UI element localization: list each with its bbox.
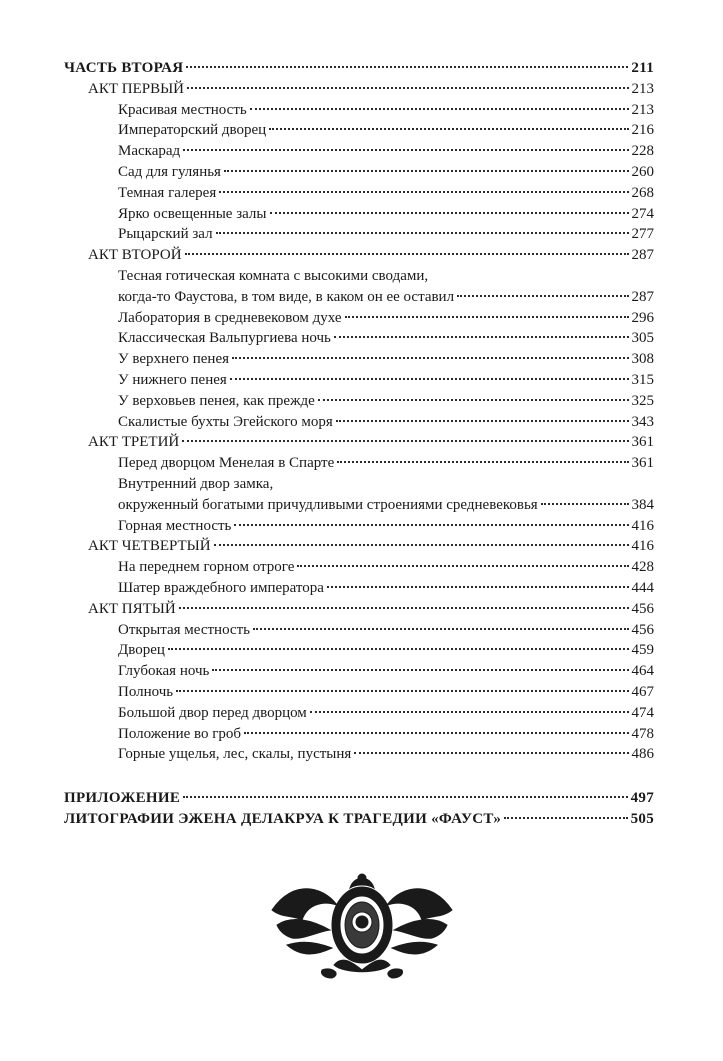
toc-entry (64, 266, 654, 287)
toc-entry-page: 260 (631, 163, 654, 180)
toc-entry-page: 315 (631, 371, 654, 388)
toc-entry-page: 277 (631, 226, 654, 243)
toc-entry-page: 211 (631, 60, 654, 76)
toc-entry-page: 486 (631, 746, 654, 763)
dot-leader (504, 817, 627, 819)
toc-entry-title: Глубокая ночь (118, 663, 210, 680)
toc-entry (64, 370, 654, 391)
toc-entry-title: Открытая местность (118, 621, 250, 638)
toc-entry (64, 391, 654, 412)
toc-entry-page: 213 (631, 101, 654, 118)
toc-entry (64, 224, 654, 245)
toc-entry-page: 287 (631, 247, 654, 264)
toc-entry-page: 274 (631, 205, 654, 222)
dot-leader (253, 628, 629, 630)
toc-entry-page: 497 (630, 790, 654, 807)
toc-entry-page: 308 (631, 351, 654, 368)
dot-leader (187, 87, 628, 89)
toc-entry-page: 456 (631, 621, 654, 638)
toc-entry (64, 599, 654, 620)
dot-leader (310, 711, 629, 713)
toc-entry (64, 453, 654, 474)
toc-entry (64, 204, 654, 225)
dot-leader (216, 232, 629, 234)
toc-entry-title: Положение во гроб (118, 725, 242, 742)
toc-entry-title: Тесная готическая комната с высокими сводами, (118, 267, 429, 284)
table-of-contents (64, 58, 654, 830)
dot-leader (354, 752, 628, 754)
dot-leader (230, 378, 629, 380)
dot-leader (270, 212, 629, 214)
toc-entry (64, 620, 654, 641)
toc-entry (64, 557, 654, 578)
toc-entry-title: Ярко освещенные залы (118, 205, 267, 222)
toc-entry (64, 809, 654, 830)
toc-entry (64, 162, 654, 183)
dot-leader (327, 586, 629, 588)
toc-entry-page: 474 (631, 704, 654, 721)
toc-entry-title: Классическая Вальпургиева ночь (118, 330, 331, 347)
toc-entry-page: 505 (630, 810, 654, 827)
dot-leader (334, 336, 629, 338)
toc-entry-title: Скалистые бухты Эгейского моря (118, 413, 333, 430)
toc-entry (64, 183, 654, 204)
dot-leader (234, 524, 628, 526)
dot-leader (297, 565, 628, 567)
dot-leader (318, 399, 629, 401)
toc-entry (64, 578, 654, 599)
toc-entry-page: 343 (631, 413, 654, 430)
toc-entry-title: Перед дворцом Менелая в Спарте (118, 455, 335, 472)
toc-entry-title: Горные ущелья, лес, скалы, пустыня (118, 746, 352, 763)
dot-leader (219, 191, 628, 193)
toc-entry-title: На переднем горном отроге (118, 559, 295, 576)
toc-entry (64, 245, 654, 266)
toc-entry-page: 361 (631, 434, 654, 451)
toc-entry-title: Рыцарский зал (118, 226, 213, 243)
toc-entry-page: 416 (631, 538, 654, 555)
toc-entry (64, 120, 654, 141)
toc-entry-page: 464 (631, 663, 654, 680)
toc-entry (64, 536, 654, 557)
toc-entry-title: Дворец (118, 642, 165, 659)
toc-entry-title: Императорский дворец (118, 122, 267, 139)
toc-entry-title: Сад для гулянья (118, 163, 221, 180)
dot-leader (183, 149, 628, 151)
toc-entry-title: Маскарад (118, 143, 181, 160)
toc-entry-title: У нижнего пенея (118, 371, 227, 388)
ornament-icon (262, 870, 462, 980)
toc-entry-title: У верхнего пенея (118, 351, 230, 368)
toc-entry (64, 328, 654, 349)
toc-entry (64, 432, 654, 453)
toc-entry-page: 305 (631, 330, 654, 347)
toc-entry-title: когда-то Фаустова, в том виде, в каком он ее оставил (118, 288, 455, 305)
toc-entry-title: ЛИТОГРАФИИ ЭЖЕНА ДЕЛАКРУА К ТРАГЕДИИ «ФАУСТ» (64, 810, 502, 827)
toc-entry-title: АКТ ЧЕТВЕРТЫЙ (88, 538, 211, 555)
toc-entry-title: окруженный богатыми причудливыми строениями средневековья (118, 496, 538, 513)
toc-entry-page: 296 (631, 309, 654, 326)
toc-entry-page: 325 (631, 392, 654, 409)
dot-leader (244, 732, 628, 734)
dot-leader (214, 544, 629, 546)
toc-entry-page: 361 (631, 455, 654, 472)
toc-entry-title: Шатер враждебного императора (118, 579, 324, 596)
toc-entry-title: АКТ ПЯТЫЙ (88, 600, 176, 617)
dot-leader (168, 648, 629, 650)
dot-leader (336, 420, 629, 422)
toc-entry-title: Горная местность (118, 517, 232, 534)
toc-entry (64, 79, 654, 100)
dot-leader (179, 607, 629, 609)
toc-entry (64, 474, 654, 495)
dot-leader (185, 253, 629, 255)
toc-entry (64, 744, 654, 765)
toc-entry (64, 349, 654, 370)
toc-entry-page: 384 (631, 496, 654, 513)
toc-entry (64, 100, 654, 121)
dot-leader (250, 108, 629, 110)
toc-entry (64, 412, 654, 433)
toc-entry (64, 308, 654, 329)
toc-entry (64, 724, 654, 745)
toc-entry-title: Большой двор перед дворцом (118, 704, 307, 721)
dot-leader (182, 440, 628, 442)
toc-entry-page: 456 (631, 600, 654, 617)
toc-entry-title: У верховьев пенея, как прежде (118, 392, 315, 409)
toc-entry (64, 682, 654, 703)
toc-entry-page: 444 (631, 579, 654, 596)
dot-leader (183, 796, 627, 798)
dot-leader (269, 128, 628, 130)
toc-entry (64, 516, 654, 537)
dot-leader (186, 66, 628, 68)
dot-leader (541, 503, 629, 505)
toc-entry (64, 287, 654, 308)
toc-entry (64, 661, 654, 682)
toc-entry-title: ПРИЛОЖЕНИЕ (64, 790, 181, 807)
toc-entry-title: АКТ ТРЕТИЙ (88, 434, 180, 451)
dot-leader (176, 690, 628, 692)
dot-leader (337, 461, 628, 463)
toc-entry-title: Внутренний двор замка, (118, 475, 274, 492)
toc-entry-page: 216 (631, 122, 654, 139)
toc-entry-title: Темная галерея (118, 184, 217, 201)
toc-entry-title: АКТ ПЕРВЫЙ (88, 80, 185, 97)
toc-entry (64, 640, 654, 661)
dot-leader (212, 669, 628, 671)
toc-entry (64, 703, 654, 724)
toc-entry-page: 467 (631, 683, 654, 700)
toc-entry-title: Лаборатория в средневековом духе (118, 309, 342, 326)
toc-entry-page: 228 (631, 143, 654, 160)
toc-entry (64, 58, 654, 79)
toc-entry-title: Полночь (118, 683, 174, 700)
toc-entry-page: 478 (631, 725, 654, 742)
dot-leader (224, 170, 629, 172)
dot-leader (232, 357, 628, 359)
dot-leader (345, 316, 629, 318)
toc-entry-title: АКТ ВТОРОЙ (88, 247, 182, 264)
toc-entry-page: 416 (631, 517, 654, 534)
toc-entry-title: ЧАСТЬ ВТОРАЯ (64, 60, 184, 76)
toc-entry (64, 788, 654, 809)
dot-leader (457, 295, 628, 297)
toc-entry-page: 213 (631, 80, 654, 97)
toc-entry-page: 287 (631, 288, 654, 305)
toc-entry-page: 428 (631, 559, 654, 576)
toc-entry (64, 141, 654, 162)
toc-entry-page: 459 (631, 642, 654, 659)
toc-entry-title: Красивая местность (118, 101, 247, 118)
toc-entry-page: 268 (631, 184, 654, 201)
toc-entry (64, 495, 654, 516)
